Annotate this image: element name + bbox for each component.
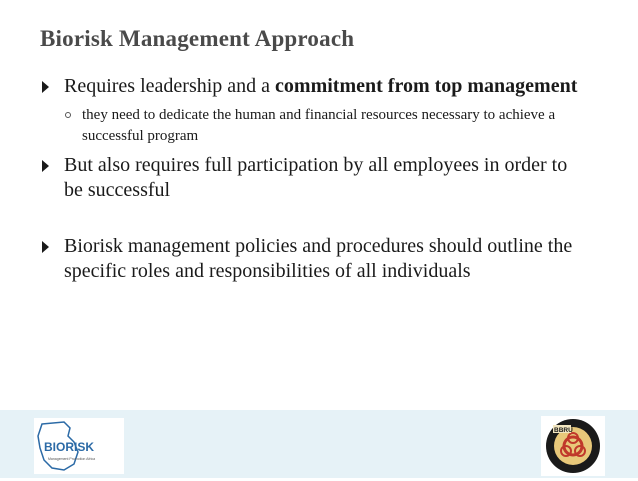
kenya-map-icon [34, 418, 124, 474]
biorisk-logo [34, 418, 124, 474]
logo-word: BIORISK [44, 440, 95, 454]
logo-sub: Management Promotion Africa [48, 457, 96, 461]
bullet-list [40, 74, 580, 284]
biohazard-seal-icon [541, 416, 605, 476]
bullet-participation-text: But also requires full participation by all employees in order to be successful [64, 154, 568, 201]
bbru-logo [541, 416, 605, 476]
bullet-leadership-bold: commitment from top management [275, 75, 578, 97]
bullet-leadership-text: Requires leadership and a [64, 75, 276, 97]
bullet-leadership [40, 74, 580, 99]
triangle-bullet-icon [42, 160, 49, 172]
sub-bullet-resources [40, 105, 580, 147]
bullet-policies [40, 234, 580, 284]
bullet-participation [40, 153, 580, 203]
bullet-policies-text: Biorisk management policies and procedures should outline the specific roles and responsibilities of all individuals [64, 235, 573, 282]
sub-bullet-resources-text: they need to dedicate the human and financial resources necessary to achieve a successful program [82, 107, 556, 144]
slide-title: Biorisk Management Approach [40, 26, 355, 51]
triangle-bullet-icon [42, 241, 49, 253]
seal-word: BBRU [554, 427, 573, 434]
triangle-bullet-icon [42, 81, 49, 93]
circle-bullet-icon [65, 112, 71, 118]
